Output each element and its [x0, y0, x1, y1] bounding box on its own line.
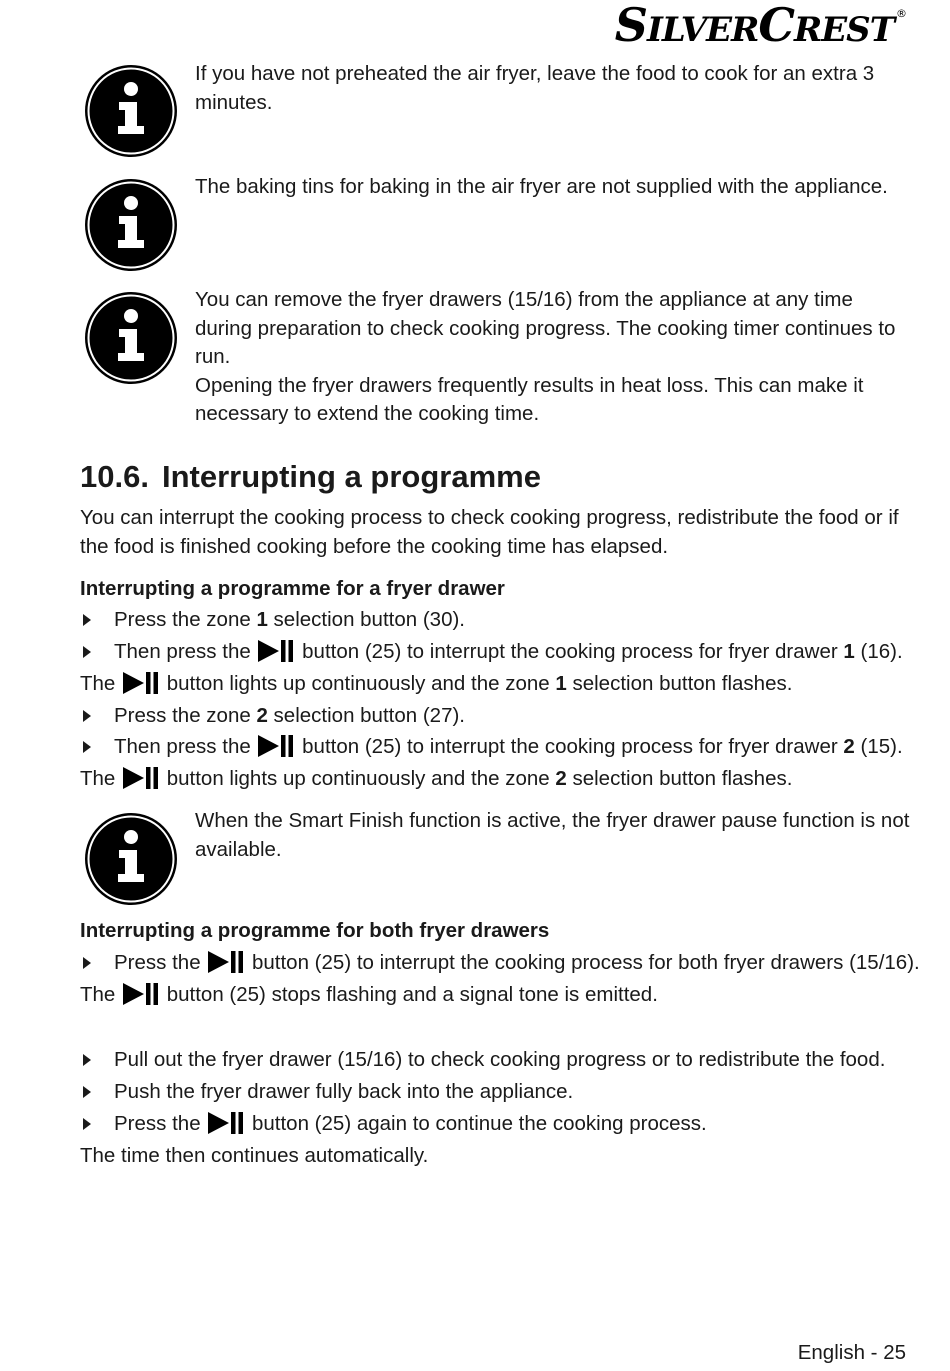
triangle-bullet-icon — [83, 1086, 91, 1098]
triangle-bullet-icon — [83, 710, 91, 722]
section-heading — [80, 458, 541, 496]
subheading-one-drawer: Interrupting a programme for a fryer drawer — [80, 577, 505, 600]
step-push-drawer-back: Push the fryer drawer fully back into the appliance. — [114, 1080, 574, 1103]
play-pause-icon — [123, 671, 159, 695]
step-press-zone-1: Press the zone 1 selection button (30). — [114, 608, 466, 631]
play-pause-icon — [208, 1111, 244, 1135]
triangle-bullet-icon — [83, 957, 91, 969]
triangle-bullet-icon — [83, 614, 91, 626]
note-remove-drawers-line1: You can remove the fryer drawers (15/16) from the appliance at any time during preparation to check cooking progress. The cooking timer continues to run. — [195, 288, 896, 368]
info-icon — [83, 290, 179, 386]
result-time-continues: The time then continues automatically. — [80, 1144, 429, 1167]
result-stops-flashing: The button (25) stops flashing and a signal tone is emitted. — [80, 983, 658, 1006]
play-pause-icon — [258, 639, 294, 663]
note-smart-finish: When the Smart Finish function is active, the fryer drawer pause function is not available. — [195, 809, 910, 861]
step-pull-out-drawer: Pull out the fryer drawer (15/16) to check cooking progress or to redistribute the food. — [114, 1048, 886, 1071]
play-pause-icon — [208, 950, 244, 974]
triangle-bullet-icon — [83, 741, 91, 753]
note-remove-drawers — [195, 286, 915, 429]
section-intro: You can interrupt the cooking process to check cooking progress, redistribute the food or if the food is finished cooking before the cooking time has elapsed. — [80, 506, 899, 558]
info-icon — [83, 811, 179, 907]
page-footer: English - 25 — [797, 1341, 906, 1364]
note-baking-tins: The baking tins for baking in the air fryer are not supplied with the appliance. — [195, 175, 888, 198]
play-pause-icon — [258, 734, 294, 758]
section-number: 10.6. — [80, 459, 149, 494]
step-press-zone-2: Press the zone 2 selection button (27). — [114, 704, 466, 727]
brand-logo: SILVERCREST ® — [614, 0, 906, 52]
result-zone-1: The button lights up continuously and the zone 1 selection button flashes. — [80, 672, 793, 695]
triangle-bullet-icon — [83, 1054, 91, 1066]
info-icon — [83, 63, 179, 159]
play-pause-icon — [123, 766, 159, 790]
note-preheat: If you have not preheated the air fryer, leave the food to cook for an extra 3 minutes. — [195, 62, 875, 114]
section-title: Interrupting a programme — [162, 459, 541, 494]
step-press-play-pause-zone-2: Then press the button (25) to interrupt the cooking process for fryer drawer 2 (15). — [114, 735, 903, 758]
step-press-play-pause-zone-1: Then press the button (25) to interrupt the cooking process for fryer drawer 1 (16). — [114, 640, 903, 663]
triangle-bullet-icon — [83, 646, 91, 658]
result-zone-2: The button lights up continuously and the zone 2 selection button flashes. — [80, 767, 793, 790]
subheading-both-drawers: Interrupting a programme for both fryer drawers — [80, 919, 550, 942]
play-pause-icon — [123, 982, 159, 1006]
step-press-play-pause-both: Press the button (25) to interrupt the cooking process for both fryer drawers (15/16). — [114, 951, 920, 974]
triangle-bullet-icon — [83, 1118, 91, 1130]
note-remove-drawers-line2: Opening the fryer drawers frequently results in heat loss. This can make it necessary to extend the cooking time. — [195, 373, 864, 425]
step-press-play-pause-continue: Press the button (25) again to continue the cooking process. — [114, 1112, 707, 1135]
info-icon — [83, 177, 179, 273]
